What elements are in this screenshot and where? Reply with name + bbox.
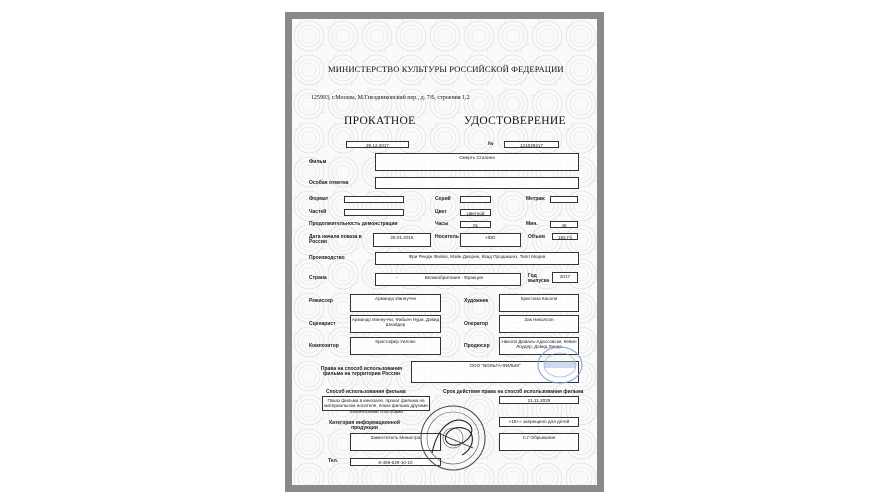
value-screenwriter: Армандо Ианнуччи, Фабьен Нури, Дэвид Шнайдер — [350, 315, 441, 333]
number-label: № — [488, 141, 494, 147]
value-composer: Кристофер Уиллис — [350, 337, 441, 355]
label-minutes: Мин. — [526, 221, 538, 227]
value-info-category: «18+» запрещено для детей — [499, 417, 579, 427]
label-carrier: Носитель — [435, 234, 459, 240]
label-rights-holder: Права на способ использования фильма на территории России — [320, 366, 403, 378]
value-start-date: 25.01.2018 — [373, 233, 431, 247]
value-usage-method: Показ фильма в кинозале, прокат фильма на материальном носителе, показ фильма другими техническими способами — [322, 396, 430, 411]
value-format — [344, 196, 404, 203]
label-parts: Частей — [309, 209, 327, 215]
label-rights-term: Срок действия права на способ использования фильма — [443, 389, 584, 395]
value-producer: Николя Дюваль-Адассовски, Кевин Лоудер, Дэвид Линде — [499, 337, 579, 355]
label-film: Фильм — [309, 159, 327, 165]
label-color: Цвет — [435, 209, 447, 215]
value-production: Фри Рендж Филмз, Мэйн Джорни, Квад Продакшнз, Типп Медиа — [375, 252, 579, 265]
label-production: Производство — [309, 255, 345, 261]
value-meterage — [550, 196, 578, 203]
label-screenwriter: Сценарист — [309, 321, 336, 327]
value-operator: Зак Николсон — [499, 315, 579, 333]
label-hours: Часы — [435, 221, 449, 227]
label-usage-method: Способ использования фильма — [326, 389, 406, 395]
value-series — [460, 196, 491, 203]
country-dash: - — [396, 275, 398, 280]
value-volume: 155 Гб — [552, 233, 578, 240]
label-phone: Тел. — [328, 458, 339, 464]
value-artist: Кристина Касали — [499, 294, 579, 312]
label-producer: Продюсер — [464, 343, 490, 349]
value-parts — [344, 209, 404, 216]
value-phone: 8-495-629-10-10 — [350, 458, 441, 466]
value-special-note — [375, 177, 579, 189]
label-series: Серий — [435, 196, 451, 202]
signature-name: С.Г.Обрывалин — [499, 433, 579, 451]
label-composer: Композитор — [309, 343, 339, 349]
label-duration: Продолжительность демонстрации — [309, 221, 398, 227]
ministry-header: МИНИСТЕРСТВО КУЛЬТУРЫ РОССИЙСКОЙ ФЕДЕРАЦИИ — [328, 64, 564, 74]
value-rights-term: 21.11.2029 — [499, 396, 579, 404]
label-special-note: Особая отметка — [309, 180, 349, 186]
label-operator: Оператор — [464, 321, 489, 327]
title-udostoverenie: УДОСТОВЕРЕНИЕ — [464, 115, 566, 127]
label-start-date: Дата начала показа в России — [309, 234, 362, 246]
value-hours: 01 — [460, 221, 491, 228]
label-artist: Художник — [464, 298, 489, 304]
value-director: Армандо Ианнуччи — [350, 294, 441, 312]
ministry-address: 125993, г.Москва, М.Гнездниковский пер., д. 7/6, строения 1,2 — [311, 95, 470, 101]
blue-stamp-icon — [536, 345, 584, 385]
label-volume: Объем — [528, 234, 545, 240]
value-year: 2017 — [552, 272, 578, 283]
value-rights-holder: ООО "ВОЛЬГА-ФИЛЬМ" — [411, 361, 579, 383]
deputy-minister: Заместитель Министра — [350, 433, 441, 451]
certificate-number: 121029217 — [504, 141, 559, 148]
label-meterage: Метраж — [526, 196, 545, 202]
label-format: Формат — [309, 196, 329, 202]
label-director: Режиссер — [309, 298, 333, 304]
title-prokatnoe: ПРОКАТНОЕ — [344, 115, 416, 127]
label-year: Год выпуска — [528, 273, 550, 285]
value-color: Цветной — [460, 209, 491, 216]
value-carrier: HDD — [460, 233, 521, 247]
certificate-document — [285, 12, 604, 492]
certificate-date: 29.12.2017 — [346, 141, 409, 148]
country-name: Великобритания - Франция — [424, 275, 483, 280]
official-seal-icon — [418, 403, 488, 473]
value-minutes: 46 — [550, 221, 578, 228]
value-film: Смерть Сталина — [375, 153, 579, 171]
label-country: Страна — [309, 275, 327, 281]
label-info-category: Категория информационной продукции — [329, 420, 400, 432]
value-country — [375, 273, 521, 286]
